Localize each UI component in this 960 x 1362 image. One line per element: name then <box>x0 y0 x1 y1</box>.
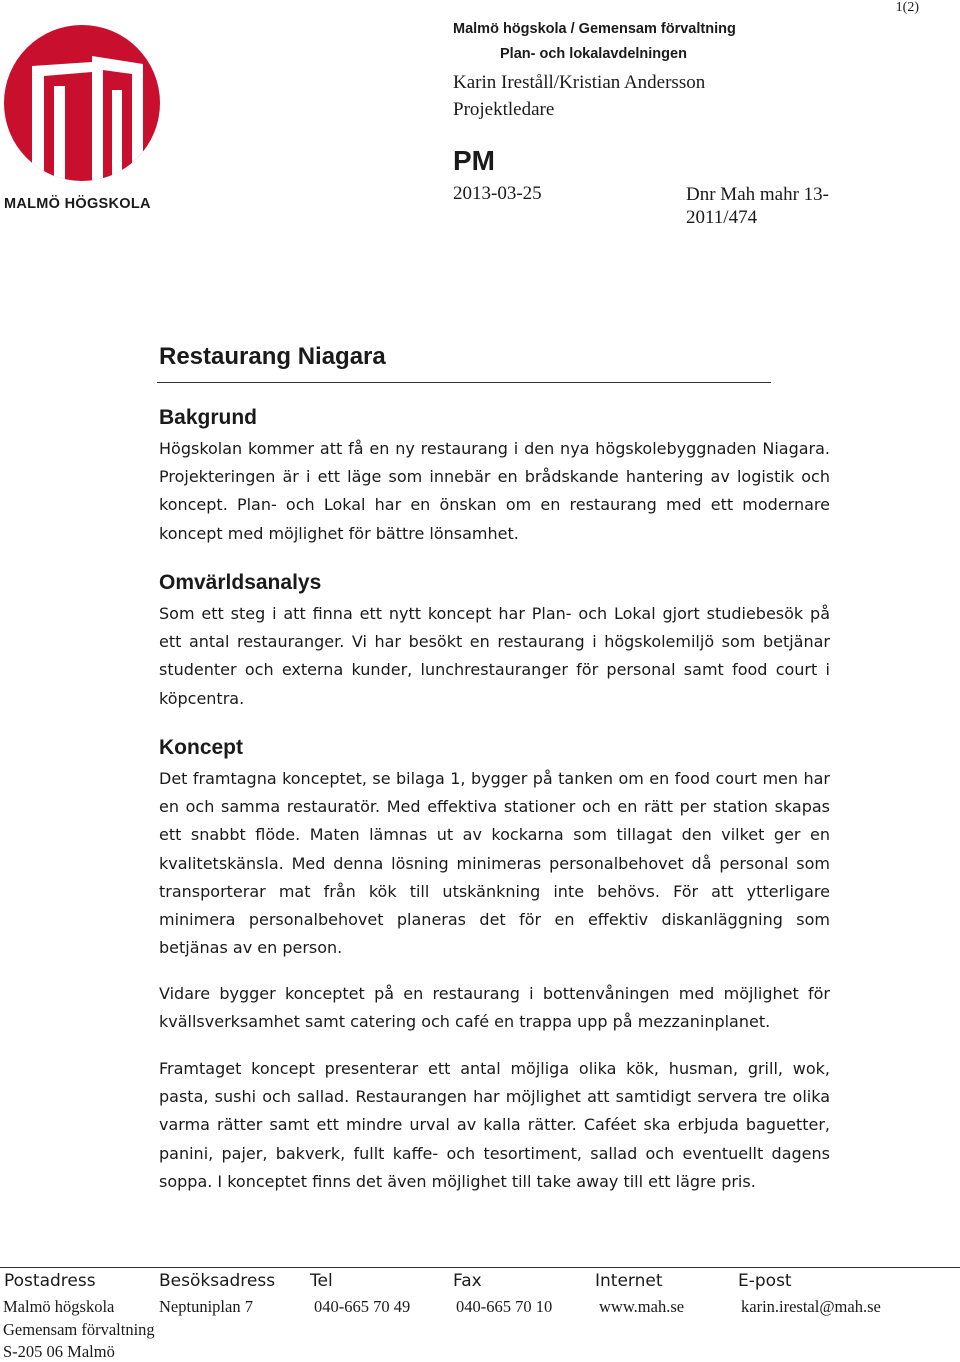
department-name: Plan- och lokalavdelningen <box>500 46 687 62</box>
footer-tel: 040-665 70 49 <box>314 1297 411 1316</box>
footer-postadress-line: Malmö högskola <box>3 1297 115 1316</box>
malmo-hogskola-logo-icon <box>4 24 160 182</box>
org-name: Malmö högskola / Gemensam förvaltning <box>453 21 736 37</box>
author-role: Projektledare <box>453 99 555 120</box>
title-divider <box>157 382 771 383</box>
footer-besoksadress: Neptuniplan 7 <box>159 1297 253 1316</box>
author-names: Karin Ireståll/Kristian Andersson <box>453 72 706 93</box>
footer-header-tel: Tel <box>310 1271 333 1291</box>
logo-text: MALMÖ HÖGSKOLA <box>4 196 151 212</box>
section-heading: Koncept <box>159 736 243 759</box>
page-number: 1(2) <box>895 0 919 15</box>
footer-fax: 040-665 70 10 <box>456 1297 553 1316</box>
section-text: Högskolan kommer att få en ny restaurang i den nya högskolebyggnaden Niagara. Projekteringen är i ett läge som innebär en brådskande hantering av logistik och koncept. Plan- och Lokal har en önskan om en restaurang med ett modernare koncept med möjlighet för bättre lönsamhet. <box>159 439 830 543</box>
section-text: Som ett steg i att finna ett nytt koncept har Plan- och Lokal gjort studiebesök på ett antal restauranger. Vi har besökt en restaurang i högskolemiljö som betjänar studenter och externa kunder, lunchrestauranger för personal samt food court i köpcentra. <box>159 604 830 708</box>
section-text: Det framtagna konceptet, se bilaga 1, bygger på tanken om en food court men har en och samma restauratör. Med effektiva stationer och en rätt per station skapas ett snabbt flöde. Maten lämnas ut av kockarna som tillagat den vilket ger en kvalitetskänsla. Med denna lösning minimeras personalbehovet då personal som transporterar mat från kök till utskänkning inte behövs. För att ytterligare minimera personalbehovet planeras det för en effektiv diskanläggning som betjänas av en person. <box>159 769 830 958</box>
document-type: PM <box>453 145 495 176</box>
footer-internet-link[interactable]: www.mah.se <box>599 1297 685 1316</box>
footer-header-internet: Internet <box>595 1271 663 1291</box>
section-koncept <box>159 735 830 962</box>
registration-number: Dnr Mah mahr 13-2011/474 <box>686 184 829 228</box>
koncept-paragraph-2: Vidare bygger konceptet på en restaurang i bottenvåningen med möjlighet för kvällsverksamhet samt catering och café en trappa upp på mezzaninplanet. <box>159 984 830 1032</box>
footer-email-link[interactable]: karin.irestal@mah.se <box>741 1297 881 1316</box>
footer-header-fax: Fax <box>453 1271 482 1291</box>
document-date: 2013-03-25 <box>453 183 542 204</box>
section-omvarldsanalys <box>159 570 830 713</box>
footer-header-postadress: Postadress <box>4 1271 96 1291</box>
footer-postadress-line: Gemensam förvaltning <box>3 1320 155 1339</box>
section-heading: Omvärldsanalys <box>159 571 322 594</box>
section-heading: Bakgrund <box>159 406 258 429</box>
footer-header-besoksadress: Besöksadress <box>159 1271 276 1291</box>
footer-divider <box>0 1267 960 1268</box>
footer-header-epost: E-post <box>738 1271 792 1291</box>
section-bakgrund <box>159 405 830 548</box>
footer-postadress-line: S-205 06 Malmö <box>3 1342 115 1361</box>
koncept-paragraph-3: Framtaget koncept presenterar ett antal möjliga olika kök, husman, grill, wok, pasta, sushi och sallad. Restaurangen har möjlighet att samtidigt servera tre olika varma rätter samt ett mindre urval av kalla rätter. Caféet ska erbjuda baguetter, panini, pajer, bakverk, fullt kaffe- och tesortiment, sallad och eventuellt dagens soppa. I konceptet finns det även möjlighet till take away till ett lägre pris. <box>159 1059 830 1191</box>
document-title: Restaurang Niagara <box>159 343 386 370</box>
